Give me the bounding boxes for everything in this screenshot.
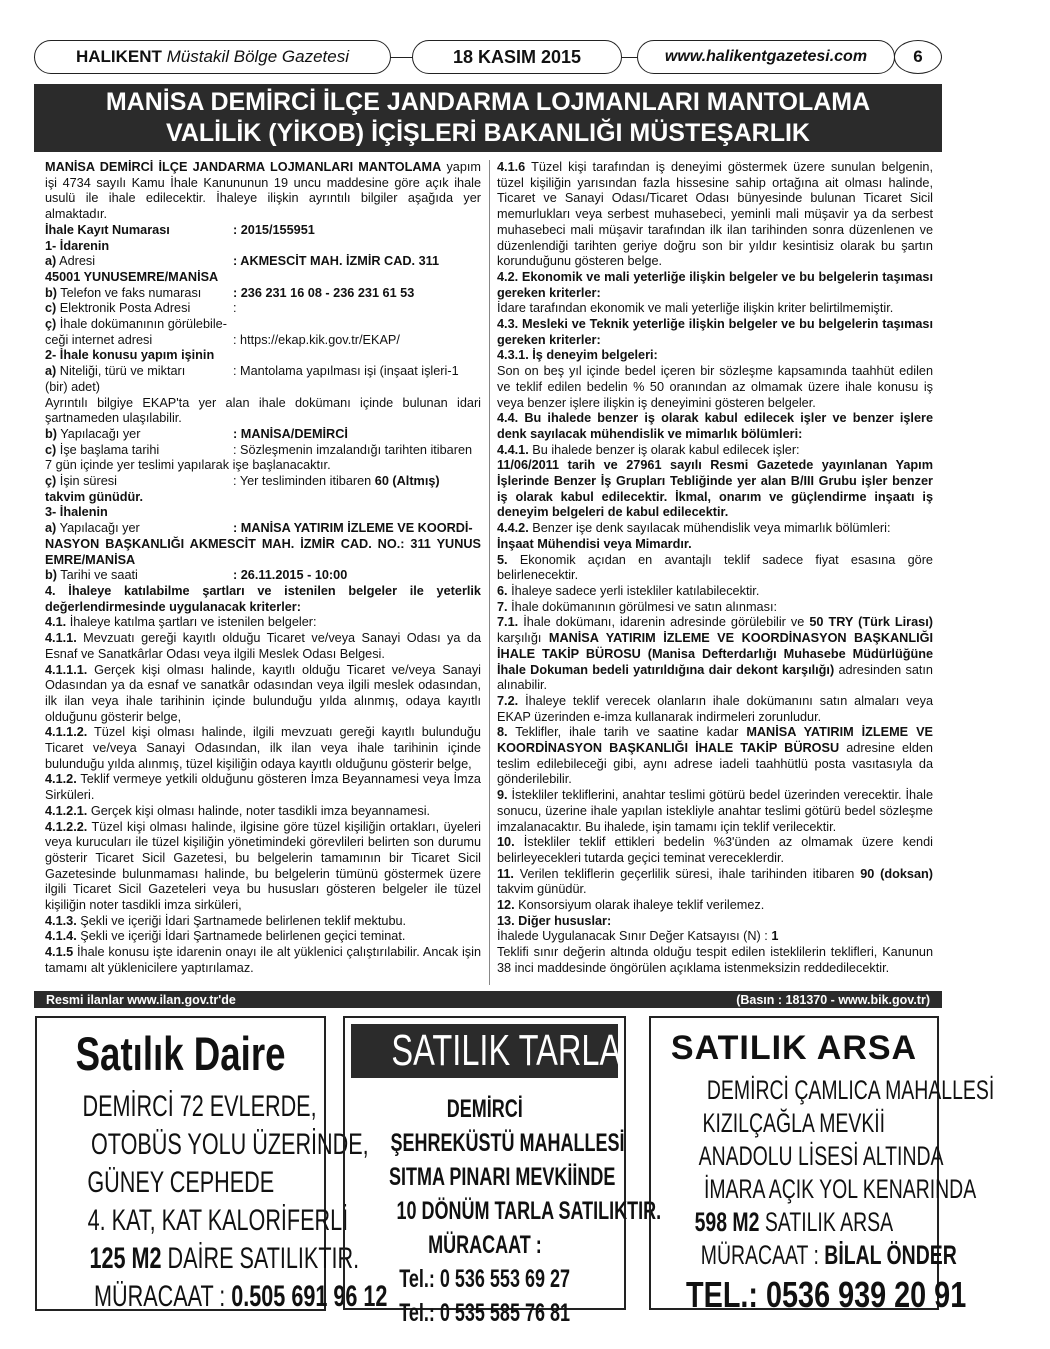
ad-arsa-line6: MÜRACAAT : BİLAL ÖNDER xyxy=(700,1240,957,1270)
section-2-heading: 2- İhale konusu yapım işinin xyxy=(45,348,215,363)
ad-arsa-line4: İMARA AÇIK YOL KENARINDA xyxy=(703,1174,977,1204)
p-5: 5. Ekonomik açıdan en avantajlı teklif sadece fiyat esasına göre belirlenecektir. xyxy=(497,552,933,583)
p-8: 8. Teklifler, ihale tarih ve saatine kadar MANİSA YATIRIM İZLEME VE KOORDİNASYON BAŞKANLIĞI İHALE TAKİP BÜROSU adresine elden teslim edilebileceği gibi, aynı adrese iadeli taahhütlü posta vasıtasıyla da gönderilebilir. xyxy=(497,725,933,787)
p-4-3-heading: 4.3. Mesleki ve Teknik yeterliğe ilişkin belgeler ve bu belgelerin taşıması gereken kriterler: xyxy=(497,317,933,347)
paper-subtitle: Müstakil Bölge Gazetesi xyxy=(166,47,350,66)
p-4-1-1-1: 4.1.1.1. Gerçek kişi olması halinde, kayıtlı olduğu Ticaret ve/veya Sanayi Odasından ya da esnaf ve sanatkâr odasından veya ilgili meslek odasından, ilk ilan veya ihale tarihinin içinde bulunduğu yılda alınmış, odaya kayıtlı olduğunu gösterir belge, xyxy=(45,662,481,724)
ayrinti-paragraph: Ayrıntılı bilgiye EKAP'ta yer alan ihale dokümanı içinde bulunan idari şartnameden ulaşılabilir. xyxy=(45,395,481,426)
p-4-1-2-2: 4.1.2.2. Tüzel kişi olması halinde, ilgisine göre tüzel kişiliğin ortakları, üyeleri veya kurucuları ile tüzel kişiliğin yönetimindeki görevlileri belirten son durumu gösterir Ticaret Sicil Gazetesi, bu belgelerin tamamının bir Ticaret Sicil Gazetesinde bulunmaması halinde, bu belgelerin tümünü göstermek üzere ilgili Ticaret Sicil Gazeteleri veya bu hususları gösteren belgeler ile tüzel kişiliğin noter tasdikli imza sirküleri, xyxy=(45,819,481,913)
sure-cont: takvim günüdür. xyxy=(45,489,143,504)
p-4-2-text: İdare tarafından ekonomik ve mali yeterliğe ilişkin kriter belirtilmemiştir. xyxy=(497,301,894,316)
issue-date: 18 KASIM 2015 xyxy=(412,40,622,74)
p-4-1-1: 4.1.1. Mevzuatı gereği kayıtlı olduğu Ticaret ve/veya Sanayi Odası ya da Esnaf ve Sanatkârlar Odası veya ilgili Meslek Odası Belgesi. xyxy=(45,631,481,661)
ad-daire-line2: OTOBÜS YOLU ÜZERİNDE, xyxy=(90,1128,369,1161)
p-4-4-1: 4.4.1. Bu ihalede benzer iş olarak kabul edilecek işler: xyxy=(497,442,800,457)
p-4-4-heading: 4.4. Bu ihalede benzer iş olarak kabul edilecek işler ve benzer işlere denk sayılacak mühendislik ve mimarlık bölümleri: xyxy=(497,411,933,441)
p-4-3-1-heading: 4.3.1. İş deneyim belgeleri: xyxy=(497,348,658,363)
headline-line-2: VALİLİK (YİKOB) İÇİŞLERİ BAKANLIĞI MÜSTEŞARLIK xyxy=(166,119,810,147)
p-4-1-1-2: 4.1.1.2. Tüzel kişi olması halinde, ilgili mevzuatı gereği kayıtlı bulunduğu Ticaret ve/veya Sanayi Odasından, ilk ilan veya ihale tarihinin içinde bulunduğu yılda alınmış, tüzel kişiliğin odaya kayıtlı olduğunu gösterir belge, xyxy=(45,725,481,771)
ad-arsa-line3: ANADOLU LİSESİ ALTINDA xyxy=(698,1141,944,1171)
paper-name-pill xyxy=(34,40,391,74)
paper-name: HALIKENT xyxy=(75,47,162,66)
p-7: 7. İhale dokümanının görülmesi ve satın alınması: xyxy=(497,599,777,614)
yer-row: b) Yapılacağı yer : MANİSA/DEMİRCİ xyxy=(45,426,348,441)
p-4-1-2-1: 4.1.2.1. Gerçek kişi olması halinde, noter tasdikli imza beyannamesi. xyxy=(45,803,431,818)
intro-paragraph: MANİSA DEMİRCİ İLÇE JANDARMA LOJMANLARI MANTOLAMA yapım işi 4734 sayılı Kamu İhale Kanununun 19 uncu maddesine göre açık ihale usulü ile ihale edilecektir. İhaleye ilişkin ayrıntılı bilgiler aşağıda yer almaktadır. xyxy=(45,160,481,222)
section-1-heading: 1- İdarenin xyxy=(45,238,110,253)
p-4-1: 4.1. İhaleye katılma şartları ve istenilen belgeler: xyxy=(45,615,317,630)
p-7-2: 7.2. İhaleye teklif verecek olanların ihale dokümanını satın almaları veya EKAP üzerinden e-imza kullanarak indirmeleri zorunludur. xyxy=(497,693,933,724)
dokuman-row: ceği internet adresi : https://ekap.kik.gov.tr/EKAP/ xyxy=(45,332,400,347)
p-4-2-heading: 4.2. Ekonomik ve mali yeterliğe ilişkin belgeler ve bu belgelerin taşıması gereken kriterler: xyxy=(497,269,933,300)
ad-satilik-daire xyxy=(35,1016,388,1313)
p-4-1-3: 4.1.3. Şekli ve içeriği İdari Şartnamede belirlenen teklif mektubu. xyxy=(45,913,407,928)
p-12: 12. Konsorsiyum olarak ihaleye teklif verilemez. xyxy=(497,898,765,913)
p-13-line: İhalede Uygulanacak Sınır Değer Katsayısı (N) : 1 xyxy=(497,929,779,944)
ad-tarla-line3: SITMA PINARI MEVKİİNDE xyxy=(389,1163,616,1191)
ad-tarla-line4: 10 DÖNÜM TARLA SATILIKTIR. xyxy=(396,1197,662,1225)
section-3-heading: 3- İhalenin xyxy=(45,505,108,520)
sure-row: ç) İşin süresi : Yer tesliminden itibaren 60 (Altmış) xyxy=(45,474,440,489)
eposta-row: c) Elektronik Posta Adresi : xyxy=(45,301,237,316)
ad-daire-line4: 4. KAT, KAT KALORİFERLİ xyxy=(87,1204,349,1237)
ad-tarla-title: SATILIK TARLA xyxy=(391,1026,622,1075)
headline-banner xyxy=(34,84,942,152)
ad-tarla-line1: DEMİRCİ xyxy=(446,1095,523,1123)
website-link[interactable]: www.halikentgazetesi.com xyxy=(637,40,895,74)
p-13-text: Teklifi sınır değerin altında olduğu tespit edilen isteklilerin teklifleri, Kanunun 38 inci maddesinde öngörülen açıklama istenmeksizin reddedilecektir. xyxy=(497,945,933,975)
ad-tarla-phone2: Tel.: 0 535 585 76 81 xyxy=(399,1299,570,1327)
adres-row: a) Adresi : AKMESCİT MAH. İZMİR CAD. 311 xyxy=(45,254,440,269)
p-4-4-1-bold: 11/06/2011 tarih ve 27961 sayılı Resmi Gazetede yayınlanan Yapım İşlerinde Benzer İş Grupları Tebliğinde yer alan B/III Grubu işler benzer iş olarak kabul edilecektir. İkmal, onarım ve güçlendirme inşaatı iş deneyim belgeleri de kabul edilecektir. xyxy=(497,458,933,520)
p-4-4-2: 4.4.2. Benzer işe denk sayılacak mühendislik veya mimarlık bölümleri: xyxy=(497,521,891,536)
yer3-row: a) Yapılacağı yer : MANİSA YATIRIM İZLEME VE KOORDİ- xyxy=(45,521,473,536)
p-4-1-4: 4.1.4. Şekli ve içeriği İdari Şartnamede belirlenen geçici teminat. xyxy=(45,929,406,944)
ad-arsa-line5: 598 M2 SATILIK ARSA xyxy=(694,1207,894,1237)
kayit-row: İhale Kayıt Numarası : 2015/155951 xyxy=(45,222,315,237)
ad-daire-line5: 125 M2 DAİRE SATILIKTIR. xyxy=(89,1242,360,1275)
ad-arsa-line1: DEMİRCİ ÇAMLICA MAHALLESİ xyxy=(706,1075,995,1105)
masthead xyxy=(34,38,942,78)
ad-satilik-arsa xyxy=(649,1016,995,1315)
p-10: 10. İstekliler teklif ettikleri bedelin %3'ünden az olmamak üzere kendi belirleyecekleri tutarda geçici teminat vereceklerdir. xyxy=(497,835,933,865)
right-column xyxy=(497,160,933,977)
ad-arsa-line2: KIZILÇAĞLA MEVKİİ xyxy=(702,1108,886,1138)
ad-tarla-line2: ŞEHREKÜSTÜ MAHALLESİ xyxy=(390,1129,625,1157)
tarih-row: b) Tarihi ve saati : 26.11.2015 - 10:00 xyxy=(45,568,348,583)
nitelik-row: a) Niteliği, türü ve miktarı : Mantolama yapılması işi (inşaat işleri-1 xyxy=(45,364,459,379)
ad-daire-line6: MÜRACAAT : 0.505 691 96 12 xyxy=(94,1280,388,1313)
ad-arsa-title: SATILIK ARSA xyxy=(670,1029,918,1067)
ad-daire-title: Satılık Daire xyxy=(75,1027,286,1080)
p-4-1-2: 4.1.2. Teklif vermeye yetkili olduğunu gösteren İmza Beyannamesi veya İmza Sirküleri. xyxy=(45,772,481,803)
ad-daire-line1: DEMİRCİ 72 EVLERDE, xyxy=(82,1090,317,1123)
column-divider xyxy=(489,160,490,985)
ad-daire-line3: GÜNEY CEPHEDE xyxy=(87,1166,274,1199)
p-4-1-6: 4.1.6 Tüzel kişi tarafından iş deneyimi göstermek üzere sunulan belgenin, tüzel kişiliğin yarısından fazla hissesine sahip ortağına ait olması halinde, Ticaret ve Sanayi Odası/Ticaret Odası bünyesinde bulunan Ticaret Sicil memurlukları veya serbest muhasebeci, yeminli mali müşavir ya da serbest muhasebeci mali müşavir tarafından ilk ilan tarihinden sonra düzenlenen ve düzenlendiği tarihten geriye doğru son bir yıldır kesintisiz olarak bu şartın korunduğunu gösteren belge. xyxy=(497,160,933,269)
footer-ilan-link[interactable]: Resmi ilanlar www.ilan.gov.tr'de xyxy=(46,992,236,1007)
ad-tarla-phone1: Tel.: 0 536 553 69 27 xyxy=(399,1265,570,1293)
page-number: 6 xyxy=(894,40,942,74)
ad-arsa-phone: TEL.: 0536 939 20 91 xyxy=(686,1274,967,1315)
left-column xyxy=(45,160,481,977)
p-7-1: 7.1. İhale dokümanı, idarenin adresinde görülebilir ve 50 TRY (Türk Lirası) karşılığı MANİSA YATIRIM İZLEME VE KOORDİNASYON BAŞKANLIĞI İHALE TAKİP BÜROSU (Manisa Defterdarlığı Muhasebe Müdürlüğüne İhale Dokuman bedeli yatırıldığına dair dekont karşılığı) adresinden satın alınabilir. xyxy=(497,615,933,693)
section-4-heading: 4. İhaleye katılabilme şartları ve istenilen belgeler ile yeterlik değerlendirmesinde uygulanacak kriterler: xyxy=(45,583,481,614)
p-13-heading: 13. Diğer hususlar: xyxy=(497,913,612,928)
tel-row: b) Telefon ve faks numarası : 236 231 16 08 - 236 231 61 53 xyxy=(45,285,415,300)
yer3-cont: NASYON BAŞKANLIĞI AKMESCİT MAH. İZMİR CAD. NO.: 311 YUNUS EMRE/MANİSA xyxy=(45,536,481,567)
p-9: 9. İstekliler tekliflerini, anahtar teslimi götürü bedel üzerinden verecektir. İhale sonucu, üzerine ihale yapılan istekliyle anahtar teslimi götürü bedel sözleşme imzalanacaktır. Bu ihalede, işin tamamı için teklif verilecektir. xyxy=(497,788,933,834)
p-11: 11. Verilen tekliflerin geçerlilik süresi, ihale tarihinden itibaren 90 (doksan) takvim günüdür. xyxy=(497,866,933,897)
ad-satilik-tarla xyxy=(343,1016,662,1327)
adres-cont: 45001 YUNUSEMRE/MANİSA xyxy=(45,269,219,284)
p-4-1-5: 4.1.5 İhale konusu işte idarenin onayı ile alt yüklenici çalıştırılabilir. Ancak işin tamamı alt yüklenicilere yaptırılamaz. xyxy=(45,945,481,975)
p-6: 6. İhaleye sadece yerli istekliler katılabilecektir. xyxy=(497,583,760,598)
baslama-row: c) İşe başlama tarihi : Sözleşmenin imzalandığı tarihten itibaren xyxy=(45,442,473,457)
ad-tarla-title-box xyxy=(351,1024,622,1078)
notice-footer xyxy=(34,991,942,1008)
p-4-4-2-bold: İnşaat Mühendisi veya Mimardır. xyxy=(497,536,692,551)
nitelik-cont: (bir) adet) xyxy=(45,379,100,394)
headline-line-1: MANİSA DEMİRCİ İLÇE JANDARMA LOJMANLARI MANTOLAMA xyxy=(105,88,871,116)
ad-tarla-line5: MÜRACAAT : xyxy=(427,1231,542,1259)
footer-bik-link[interactable]: (Basın : 181370 - www.bik.gov.tr) xyxy=(736,992,930,1007)
dokuman-label-1: ç) İhale dokümanının görülebile- xyxy=(45,317,227,332)
baslama-cont: 7 gün içinde yer teslimi yapılarak işe başlanacaktır. xyxy=(45,458,331,473)
p-4-3-1-text: Son on beş yıl içinde bedel içeren bir sözleşme kapsamında taahhüt edilen ve teklif edilen bedelin % 50 oranından az olmamak üzere ihale konusu iş veya benzer işlere ilişkin iş deneyimini gösteren belgeler. xyxy=(497,364,933,410)
